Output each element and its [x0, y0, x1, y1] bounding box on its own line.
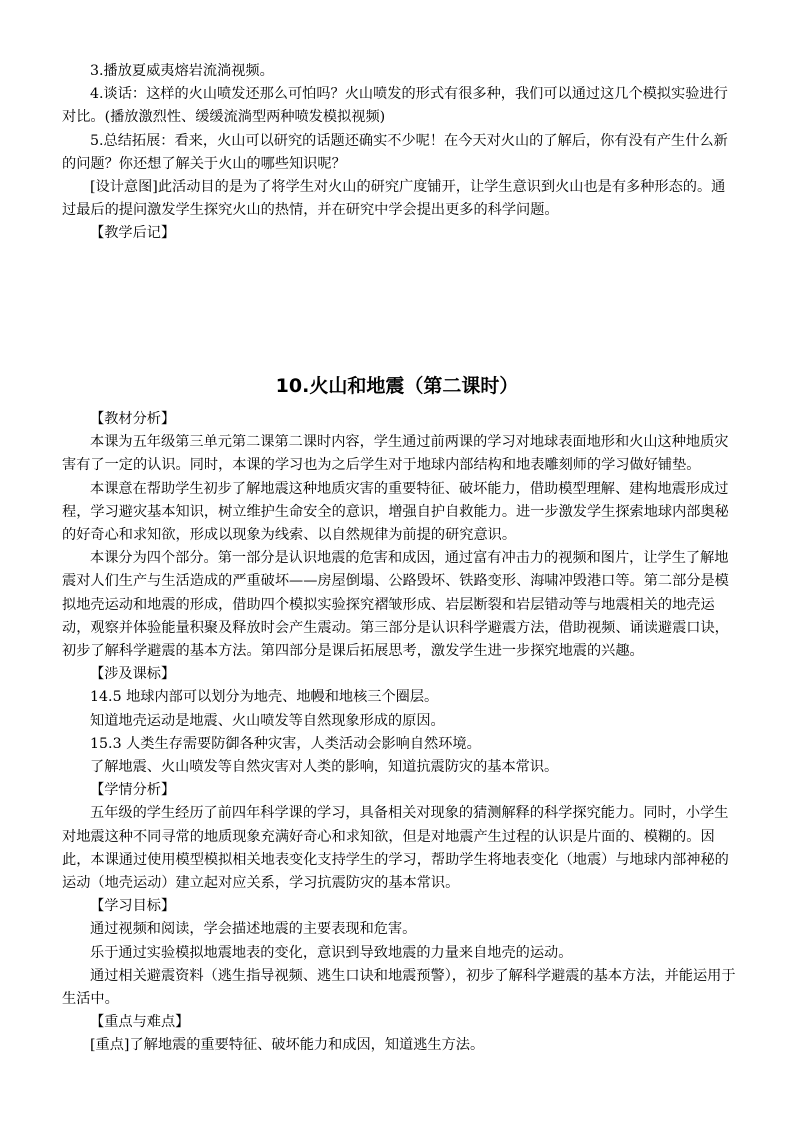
paragraph-step-4: 4.谈话：这样的火山喷发还那么可怕吗？火山喷发的形式有很多种，我们可以通过这几个模拟实验进行对比。(播放激烈性、缓缓流淌型两种喷发模拟视频): [62, 86, 728, 126]
heading-curriculum-standards: 【涉及课标】: [90, 666, 176, 683]
standard-item-2: 知道地壳运动是地震、火山喷发等自然现象形成的原因。: [90, 712, 445, 729]
paragraph-design-intent: [设计意图]此活动目的是为了将学生对火山的研究广度铺开，让学生意识到火山也是有多种形态的。通过最后的提问激发学生探究火山的热情，并在研究中学会提出更多的科学问题。: [62, 179, 726, 219]
heading-learner-analysis: 【学情分析】: [90, 782, 176, 799]
goal-item-2: 乐于通过实验模拟地震地表的变化，意识到导致地震的力量来自地壳的运动。: [90, 944, 573, 961]
paragraph-step-5: 5.总结拓展：看来，火山可以研究的话题还确实不少呢！在今天对火山的了解后，你有没有产生什么新的问题？你还想了解关于火山的哪些知识呢？: [62, 132, 728, 172]
standard-item-4: 了解地震、火山喷发等自然灾害对人类的影响，知道抗震防灾的基本常识。: [90, 759, 559, 776]
key-point-item: [重点]了解地震的重要特征、破坏能力和成因，知道逃生方法。: [90, 1037, 485, 1054]
paragraph-material-3: 本课分为四个部分。第一部分是认识地震的危害和成因，通过富有冲击力的视频和图片，让学生了解地震对人们生产与生活造成的严重破坏——房屋倒塌、公路毁坏、铁路变形、海啸冲毁港口等。第二部分是模拟地壳运动和地震的形成，借助四个模拟实验探究褶皱形成、岩层断裂和岩层错动等与地震相关的地壳运动，观察并体验能量积聚及释放时会产生震动。第三部分是认识科学避震方法，借助视频、诵读避震口诀，初步了解科学避震的基本方法。第四部分是课后拓展思考，激发学生进一步探究地震的兴趣。: [62, 550, 729, 660]
paragraph-step-3: 3.播放夏威夷熔岩流淌视频。: [90, 63, 274, 79]
lesson-title: 10.火山和地震（第二课时）: [275, 375, 519, 397]
goal-item-3: 通过相关避震资料（逃生指导视频、逃生口诀和地震预警），初步了解科学避震的基本方法，并能运用于生活中。: [62, 967, 736, 1008]
standard-item-1: 14.5 地球内部可以划分为地壳、地幔和地核三个圈层。: [90, 689, 439, 706]
lesson-body: [0, 408, 794, 1058]
heading-learning-goals: 【学习目标】: [90, 898, 176, 915]
standard-item-3: 15.3 人类生存需要防御各种灾害，人类活动会影响自然环境。: [90, 735, 481, 752]
heading-key-points: 【重点与难点】: [90, 1014, 190, 1031]
heading-teaching-postscript: 【教学后记】: [90, 225, 176, 242]
paragraph-learner: 五年级的学生经历了前四年科学课的学习，具备相关对现象的猜测解释的科学探究能力。同时，小学生对地震这种不同寻常的地质现象充满好奇心和求知欲，但是对地震产生过程的认识是片面的、模糊的。因此，本课通过使用模型模拟相关地表变化支持学生的学习，帮助学生将地表变化（地震）与地球内部神秘的运动（地壳运动）建立起对应关系，学习抗震防灾的基本常识。: [62, 805, 729, 892]
goal-item-1: 通过视频和阅读，学会描述地震的主要表现和危害。: [90, 921, 417, 938]
paragraph-material-1: 本课为五年级第三单元第二课第二课时内容，学生通过前两课的学习对地球表面地形和火山这种地质灾害有了一定的认识。同时，本课的学习也为之后学生对于地球内部结构和地表雕刻师的学习做好铺垫。: [62, 434, 729, 474]
heading-material-analysis: 【教材分析】: [90, 411, 176, 427]
paragraph-material-2: 本课意在帮助学生初步了解地震这种地质灾害的重要特征、破坏能力，借助模型理解、建构地震形成过程，学习避灾基本知识，树立维护生命安全的意识，增强自护自救能力。进一步激发学生探索地球内部奥秘的好奇心和求知欲，形成以现象为线索、以自然规律为前提的研究意识。: [62, 480, 729, 544]
previous-lesson-section: [0, 60, 794, 246]
